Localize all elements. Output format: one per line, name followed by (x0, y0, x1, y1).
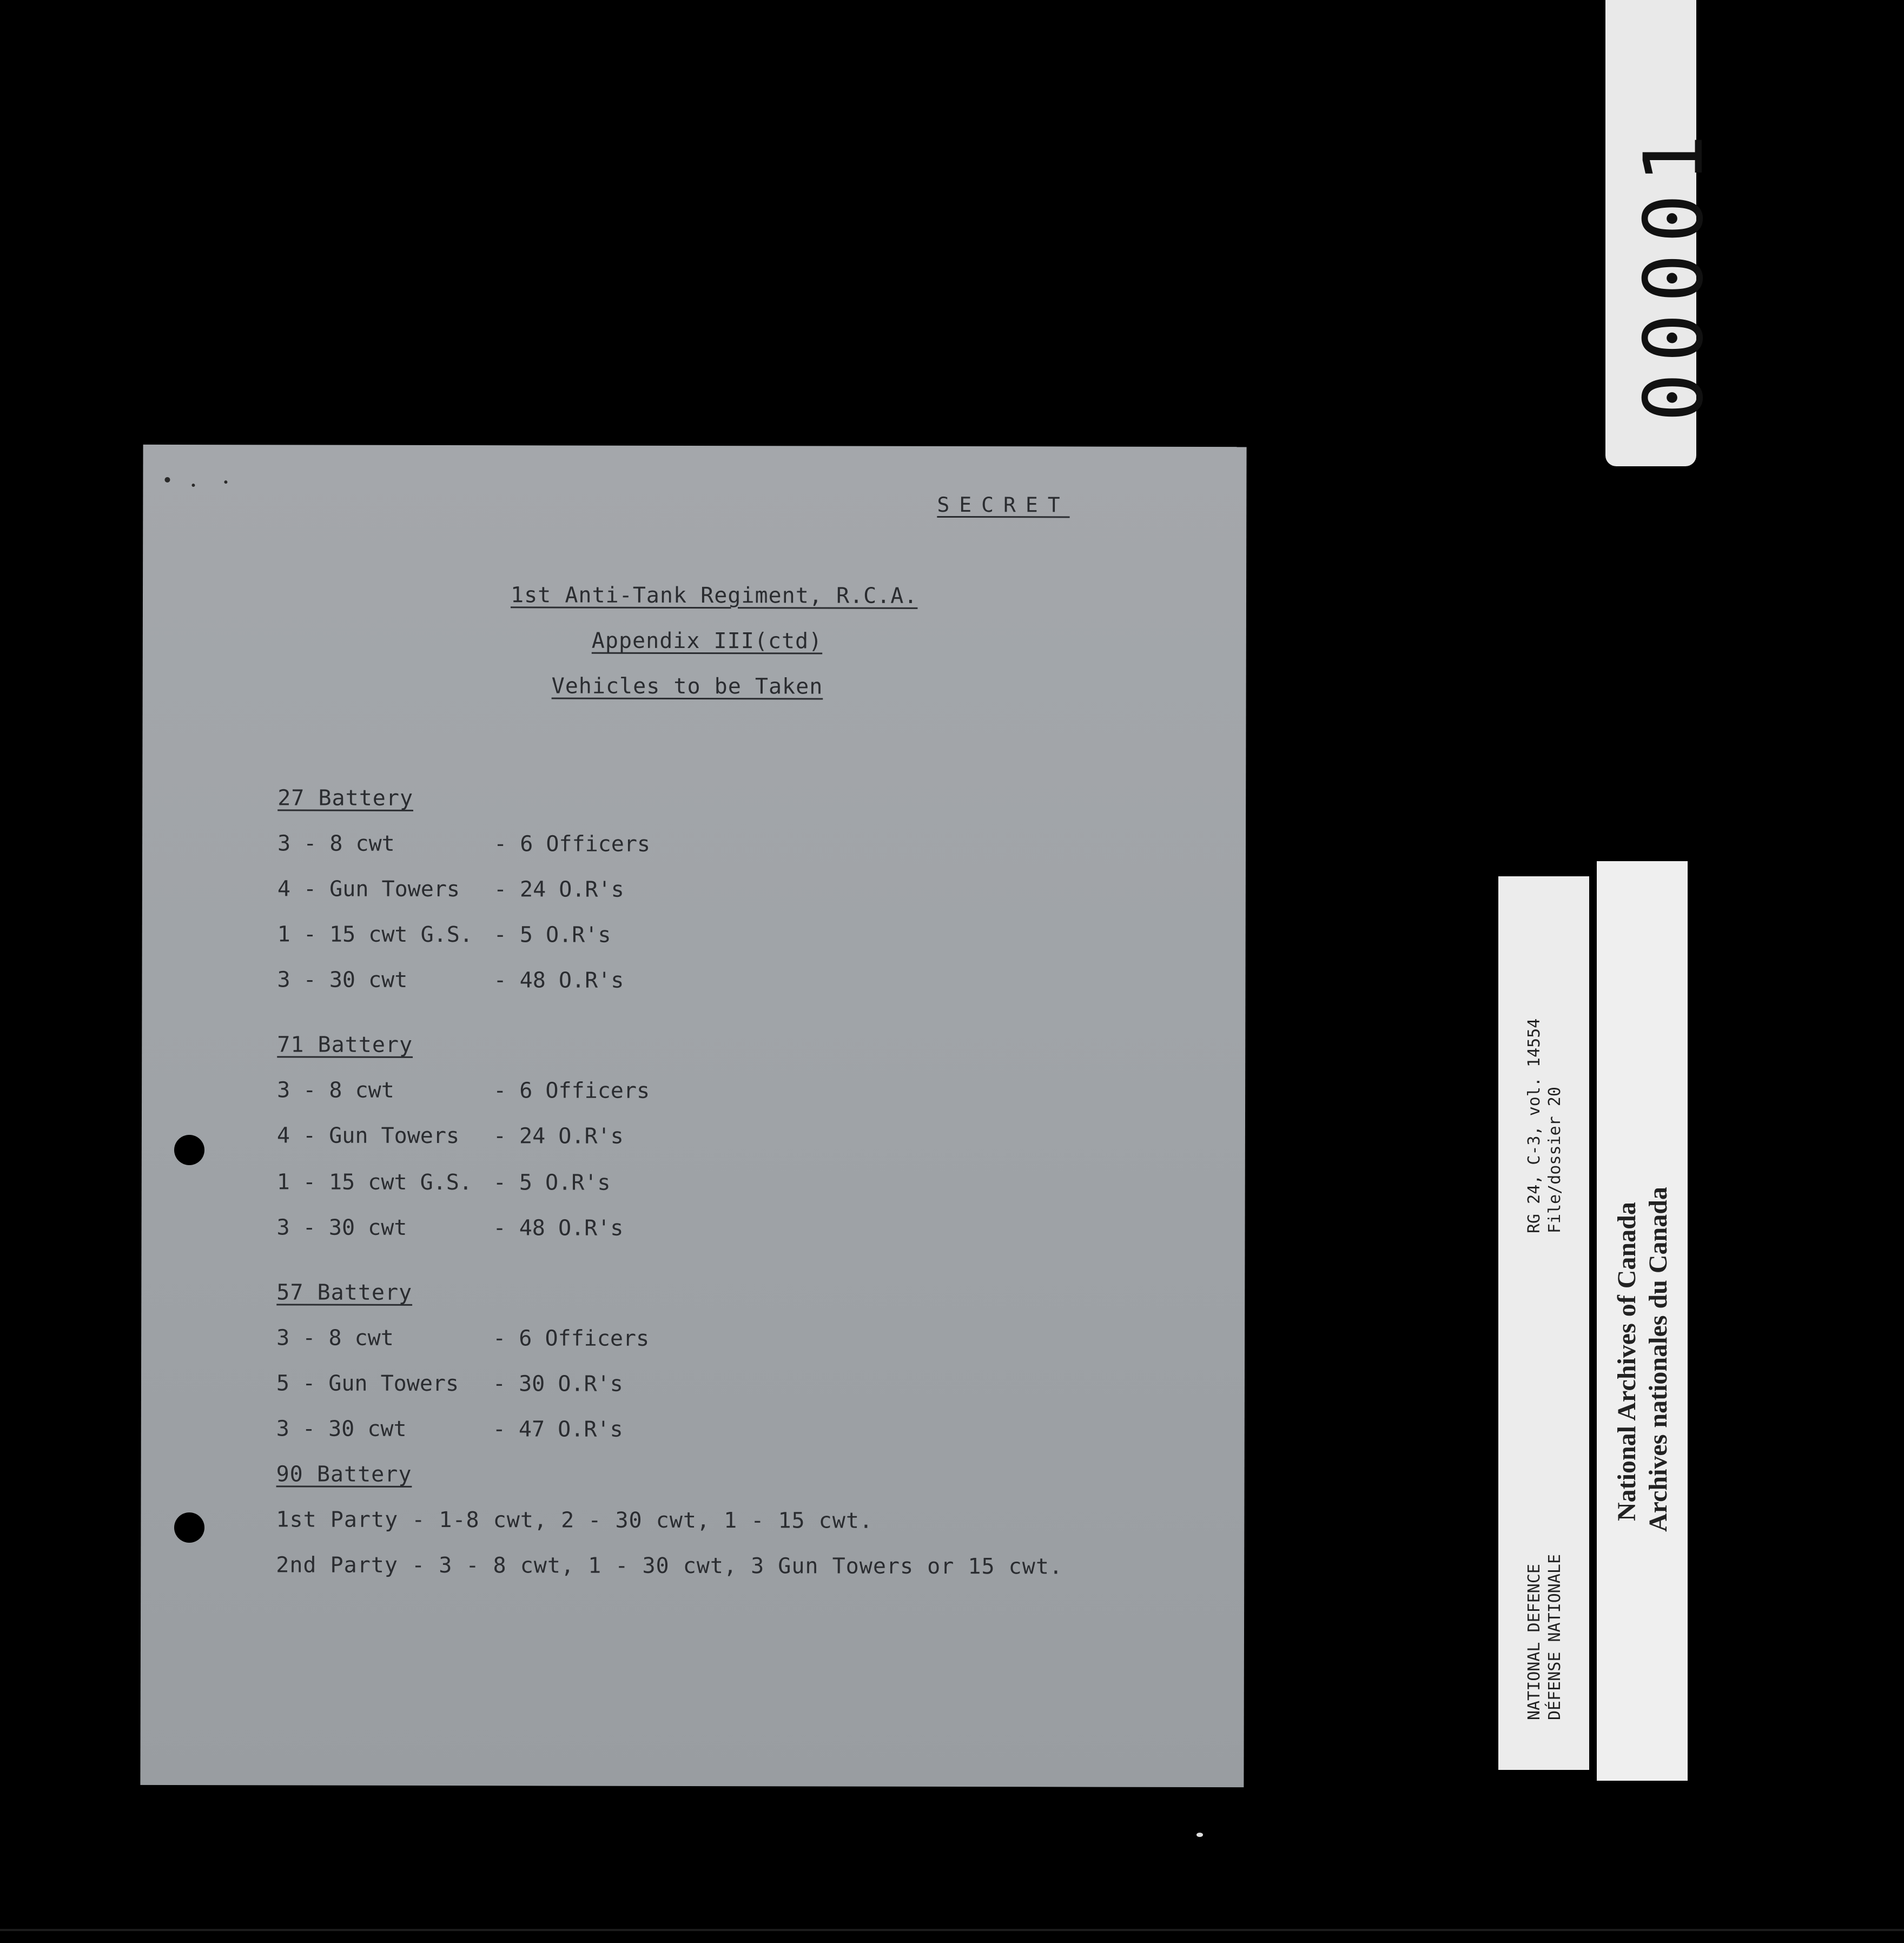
table-row (277, 1078, 650, 1103)
punch-hole (174, 1135, 204, 1165)
party-line: 2nd Party - 3 - 8 cwt, 1 - 30 cwt, 3 Gun Towers or 15 cwt. (276, 1552, 1063, 1579)
personnel-cell: - 24 O.R's (493, 1123, 624, 1149)
secret-stamp: SECRET (937, 492, 1070, 517)
vehicle-cell: 1 - 15 cwt G.S. (277, 922, 473, 948)
table-row (277, 1169, 611, 1195)
table-row (277, 967, 624, 993)
battery-heading: 90 Battery (276, 1462, 412, 1487)
document-page (140, 445, 1246, 1787)
personnel-cell: - 24 O.R's (493, 877, 624, 902)
filmstrip-frame-number (1605, 0, 1721, 466)
personnel-cell: - 6 Officers (493, 1078, 650, 1103)
speck (191, 484, 195, 487)
document-subtitle: Appendix III(ctd) (591, 628, 823, 654)
personnel-cell: - 5 O.R's (493, 1170, 611, 1195)
frame-number: 00001 (1627, 123, 1721, 422)
vehicle-cell: 3 - 30 cwt (276, 1416, 407, 1442)
table-row (277, 831, 650, 856)
battery-heading: 27 Battery (277, 785, 414, 811)
vehicle-cell: 3 - 30 cwt (276, 1215, 407, 1240)
vehicle-cell: 4 - Gun Towers (277, 876, 460, 902)
party-line: 1st Party - 1-8 cwt, 2 - 30 cwt, 1 - 15 cwt. (276, 1507, 874, 1534)
vehicle-cell: 3 - 8 cwt (276, 1325, 394, 1351)
document-heading: Vehicles to be Taken (551, 673, 823, 699)
personnel-cell: - 6 Officers (494, 831, 651, 857)
personnel-cell: - 5 O.R's (493, 922, 611, 948)
personnel-cell: - 48 O.R's (493, 968, 624, 993)
personnel-cell: - 48 O.R's (493, 1215, 624, 1241)
speck (1196, 1833, 1203, 1837)
reference-line-1: RG 24, C-3, vol. 14554 (1525, 1018, 1544, 1233)
personnel-cell: - 6 Officers (493, 1326, 650, 1351)
table-row (276, 1371, 623, 1396)
speck (164, 477, 170, 483)
speck (224, 480, 227, 484)
vehicle-cell: 5 - Gun Towers (276, 1371, 459, 1397)
document-title: 1st Anti-Tank Regiment, R.C.A. (510, 583, 918, 609)
archive-reference-label (1498, 876, 1589, 1770)
vehicle-cell: 3 - 8 cwt (277, 1078, 394, 1103)
punch-hole (174, 1512, 204, 1543)
table-row (277, 922, 611, 947)
battery-heading: 57 Battery (276, 1280, 413, 1305)
vehicle-cell: 3 - 8 cwt (277, 831, 395, 856)
personnel-cell: - 47 O.R's (492, 1417, 623, 1442)
table-row (277, 876, 624, 902)
reference-line-2: File/dossier 20 (1545, 1087, 1564, 1233)
table-row (276, 1325, 649, 1351)
personnel-cell: - 30 O.R's (492, 1371, 623, 1397)
battery-heading: 71 Battery (277, 1032, 413, 1058)
table-row (277, 1215, 624, 1240)
archives-french: Archives nationales du Canada (1644, 1187, 1672, 1532)
table-row (277, 1123, 624, 1148)
archives-english: National Archives of Canada (1612, 1202, 1641, 1521)
vehicle-cell: 3 - 30 cwt (277, 967, 408, 993)
scan-border (0, 1929, 1904, 1931)
table-row (276, 1416, 623, 1442)
vehicle-cell: 4 - Gun Towers (276, 1123, 460, 1149)
vehicle-cell: 1 - 15 cwt G.S. (276, 1169, 473, 1195)
department-line-1: NATIONAL DEFENCE (1525, 1564, 1544, 1720)
archive-name-label (1597, 861, 1688, 1781)
department-line-2: DÉFENSE NATIONALE (1545, 1554, 1564, 1720)
